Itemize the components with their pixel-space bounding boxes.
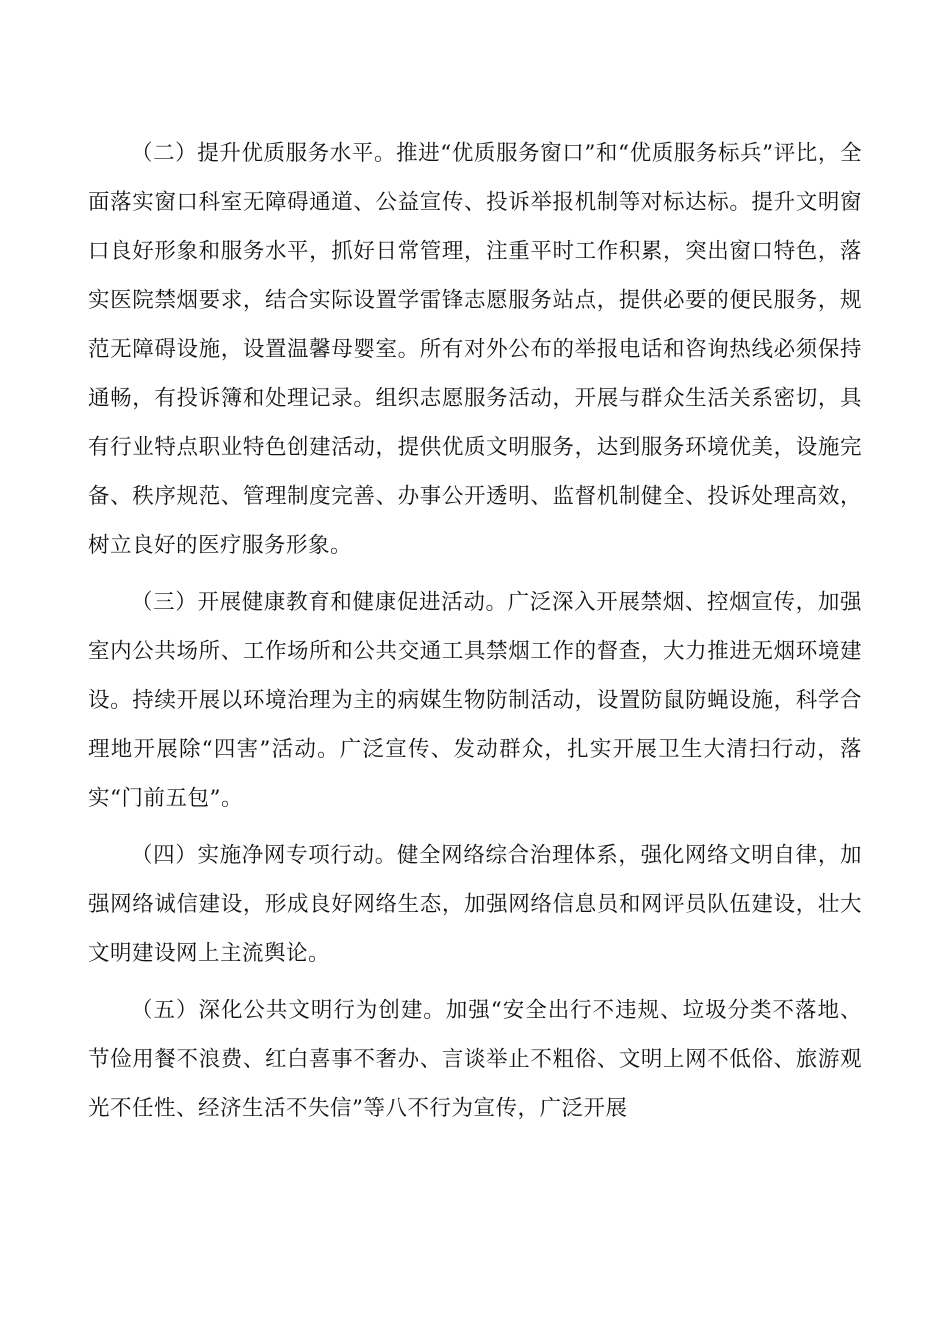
paragraph-public-civility: （五）深化公共文明行为创建。加强“安全出行不违规、垃圾分类不落地、节俭用餐不浪费、红白喜事不奢办、言谈举止不粗俗、文明上网不低俗、旅游观光不任性、经济生活不失信”等八不行为宣传，广泛开展 (88, 998, 862, 1121)
document-body (88, 129, 862, 1141)
paragraph-health-education: （三）开展健康教育和健康促进活动。广泛深入开展禁烟、控烟宣传，加强室内公共场所、工作场所和公共交通工具禁烟工作的督查，大力推进无烟环境建设。持续开展以环境治理为主的病媒生物防制活动，设置防鼠防蝇设施，科学合理地开展除“四害”活动。广泛宣传、发动群众，扎实开展卫生大清扫行动，落实“门前五包”。 (88, 590, 862, 811)
paragraph-service-quality: （二）提升优质服务水平。推进“优质服务窗口”和“优质服务标兵”评比，全面落实窗口科室无障碍通道、公益宣传、投诉举报机制等对标达标。提升文明窗口良好形象和服务水平，抓好日常管理，注重平时工作积累，突出窗口特色，落实医院禁烟要求，结合实际设置学雷锋志愿服务站点，提供必要的便民服务，规范无障碍设施，设置温馨母婴室。所有对外公布的举报电话和咨询热线必须保持通畅，有投诉簿和处理记录。组织志愿服务活动，开展与群众生活关系密切，具有行业特点职业特色创建活动，提供优质文明服务，达到服务环境优美，设施完备、秩序规范、管理制度完善、办事公开透明、监督机制健全、投诉处理高效，树立良好的医疗服务形象。 (88, 141, 862, 558)
paragraph-clean-network: （四）实施净网专项行动。健全网络综合治理体系，强化网络文明自律，加强网络诚信建设，形成良好网络生态，加强网络信息员和网评员队伍建设，壮大文明建设网上主流舆论。 (88, 843, 862, 966)
